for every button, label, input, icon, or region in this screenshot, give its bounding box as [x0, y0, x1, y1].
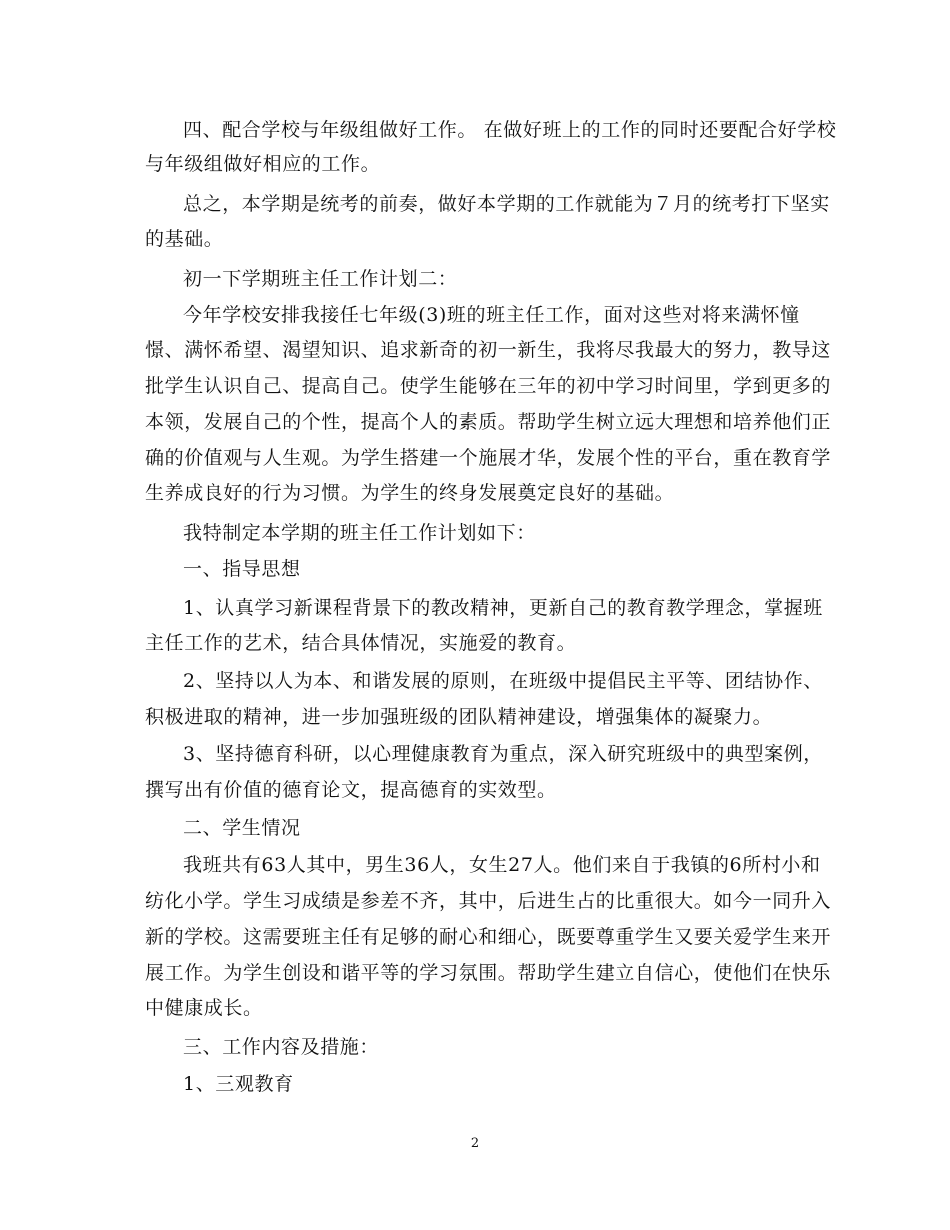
paragraph-line: 的基础。	[145, 228, 224, 250]
paragraph-line: 纺化小学。学生习成绩是参差不齐，其中，后进生占的比重很大。如今一同升入	[145, 890, 832, 912]
paragraph-line: 确的价值观与人生观。为学生搭建一个施展才华，发展个性的平台，重在教育学	[145, 447, 832, 469]
subsection-heading: 1、三观教育	[183, 1073, 294, 1095]
paragraph-line: 主任工作的艺术，结合具体情况，实施爱的教育。	[145, 632, 577, 654]
page-number: 2	[470, 1136, 480, 1151]
paragraph-line: 我班共有63人其中，男生36人，女生27人。他们来自于我镇的6所村小和	[183, 854, 821, 876]
paragraph-line: 四、配合学校与年级组做好工作。 在做好班上的工作的同时还要配合好学校	[183, 119, 837, 141]
paragraph-line: 2、坚持以人为本、和谐发展的原则，在班级中提倡民主平等、团结协作、	[183, 670, 823, 692]
paragraph-line: 中健康成长。	[145, 997, 263, 1019]
paragraph-line: 本领，发展自己的个性，提高个人的素质。帮助学生树立远大理想和培养他们正	[145, 411, 832, 433]
section-heading: 初一下学期班主任工作计划二：	[183, 268, 458, 290]
paragraph-line: 撰写出有价值的德育论文，提高德育的实效型。	[145, 779, 557, 801]
paragraph-line: 1、认真学习新课程背景下的教改精神，更新自己的教育教学理念，掌握班	[183, 597, 823, 619]
section-heading: 一、指导思想	[183, 558, 301, 580]
paragraph-line: 憬、满怀希望、渴望知识、追求新奇的初一新生，我将尽我最大的努力，教导这	[145, 339, 832, 361]
section-heading: 三、工作内容及措施：	[183, 1036, 380, 1058]
paragraph-line: 与年级组做好相应的工作。	[145, 153, 381, 175]
paragraph-line: 批学生认识自己、提高自己。使学生能够在三年的初中学习时间里，学到更多的	[145, 375, 832, 397]
paragraph-line: 我特制定本学期的班主任工作计划如下：	[183, 522, 536, 544]
paragraph-line: 展工作。为学生创设和谐平等的学习氛围。帮助学生建立自信心，使他们在快乐	[145, 962, 832, 984]
paragraph-line: 积极进取的精神，进一步加强班级的团队精神建设，增强集体的凝聚力。	[145, 706, 773, 728]
paragraph-line: 3、坚持德育科研，以心理健康教育为重点，深入研究班级中的典型案例，	[183, 743, 823, 765]
section-heading: 二、学生情况	[183, 817, 301, 839]
paragraph-line: 总之，本学期是统考的前奏，做好本学期的工作就能为７月的统考打下坚实	[183, 193, 830, 215]
paragraph-line: 今年学校安排我接任七年级(3)班的班主任工作，面对这些对将来满怀憧	[183, 304, 800, 326]
paragraph-line: 生养成良好的行为习惯。为学生的终身发展奠定良好的基础。	[145, 482, 675, 504]
paragraph-line: 新的学校。这需要班主任有足够的耐心和细心，既要尊重学生又要关爱学生来开	[145, 926, 832, 948]
